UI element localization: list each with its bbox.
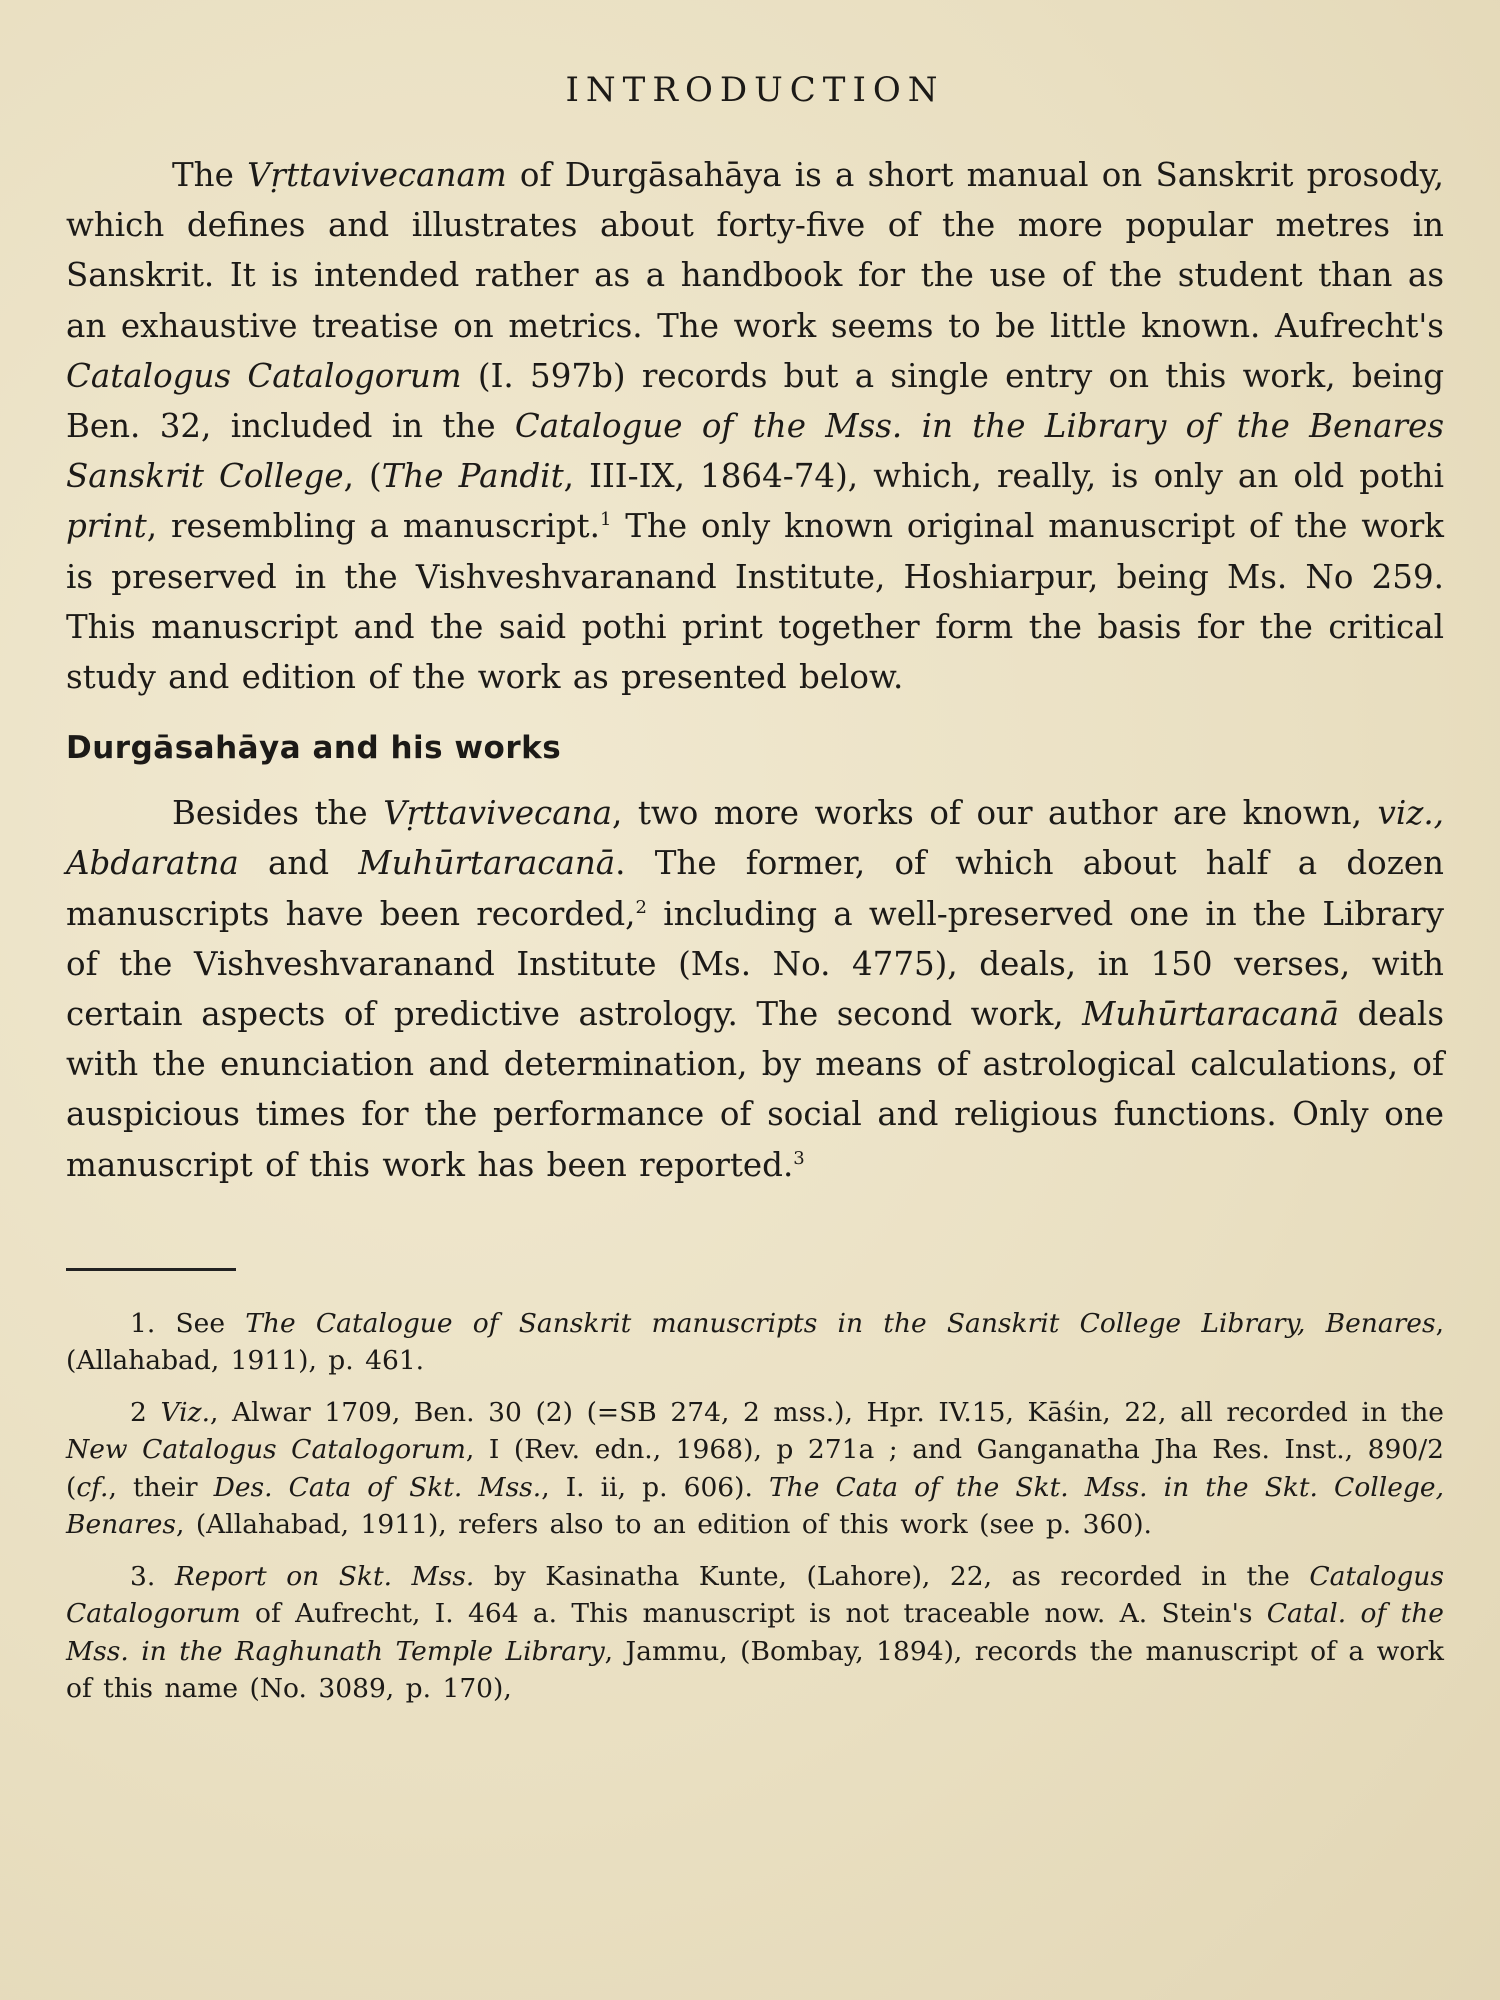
footnote-2 <box>66 1394 1444 1544</box>
text-run: , Alwar 1709, Ben. 30 (2) (=SB 274, 2 mss.), Hpr. IV.15, Kāśin, 22, all recorded in the <box>210 1396 1444 1428</box>
footnote-1 <box>66 1305 1444 1380</box>
main-text <box>66 150 1444 1190</box>
section-heading: Durgāsahāya and his works <box>66 730 562 767</box>
text-run: 3. <box>130 1560 175 1592</box>
text-run: , III-IX, 1864-74), which, really, is only an old pothi <box>563 457 1445 496</box>
italic-run: The Catalogue of Sanskrit manuscripts in the Sanskrit College Library, Benares <box>245 1307 1436 1339</box>
italic-run: cf. <box>76 1471 109 1503</box>
text-run: of Durgāsahāya is a short manual on Sanskrit prosody, which defines and illustrates about forty-five of the more popular metres in Sanskrit. It is intended rather as a handbook for the use of the student than as an exhaustive treatise on metrics. The work seems to be little known. Aufrecht's <box>66 156 1444 345</box>
text-run: (I. 597b) records but a single entry on this work, being Ben. 32, included in the <box>66 356 1445 446</box>
text-run: The only known original manuscript of the work is preserved in the Vishveshvaranand Institute, Hoshiarpur, being Ms. No 259. This manuscript and the said pothi print together form the basis for the critical study and edition of the work as presented below. <box>66 507 1444 697</box>
italic-run: New Catalogus Catalogorum <box>66 1434 466 1466</box>
text-run: . The former, of which about half a dozen manuscripts have been recorded, <box>66 844 1444 933</box>
italic-run: Vṛttavivecanam <box>247 156 507 194</box>
text-run: including a well-preserved one in the Library of the Vishveshvaranand Institute (Ms. No. 4775), deals, in 150 verses, with certain aspects of predictive astrology. The second work, <box>66 894 1444 1034</box>
text-run: Besides the <box>172 794 384 833</box>
footnote-rule <box>66 1268 236 1271</box>
italic-run: Muhūrtaracanā <box>358 844 616 883</box>
italic-run: Catalogue of the Mss. in the Library of the Benares Sanskrit College <box>66 407 1444 496</box>
text-run: , (Allahabad, 1911), p. 461. <box>66 1307 1445 1377</box>
text-run: The <box>172 156 248 194</box>
paragraph-works <box>66 788 1444 1190</box>
italic-run: The Pandit <box>381 457 564 496</box>
text-run: of Aufrecht, I. 464 a. This manuscript is not traceable now. A. Stein's <box>240 1598 1267 1630</box>
page-title: INTRODUCTION <box>565 70 945 110</box>
italic-run: viz., Abdaratna <box>66 794 1444 883</box>
text-run: , two more works of our author are known, <box>611 794 1378 833</box>
italic-run: Viz. <box>160 1396 211 1428</box>
italic-run: Catalogus Catalogorum <box>66 356 462 395</box>
text-run: , their <box>108 1471 214 1503</box>
footnote-marker: 1 <box>599 509 612 531</box>
text-run: 1. See <box>130 1307 246 1339</box>
text-run: , I (Rev. edn., 1968), p 271a ; and Ganganatha Jha Res. Inst., 890/2 ( <box>66 1434 1444 1503</box>
italic-run: print <box>66 507 147 546</box>
text-run: deals with the enunciation and determination, by means of astrological calculations, of auspicious times for the performance of social and religious functions. Only one manuscript of this work has been reported. <box>66 995 1444 1184</box>
paragraph-intro <box>66 150 1444 702</box>
footnote-3 <box>66 1558 1444 1708</box>
text-run: , Jammu, (Bombay, 1894), records the manuscript of a work of this name (No. 3089, p. 170), <box>66 1635 1444 1705</box>
text-run: and <box>238 844 359 883</box>
footnote-marker: 2 <box>635 896 647 918</box>
italic-run: Des. Cata of Skt. Mss. <box>213 1471 542 1503</box>
italic-run: Catal. of the Mss. in the Raghunath Temple Library <box>66 1598 1444 1667</box>
text-run: , resembling a manuscript. <box>146 507 600 546</box>
italic-run: Vṛttavivecana <box>383 794 612 833</box>
text-run: , (Allahabad, 1911), refers also to an edition of this work (see p. 360). <box>175 1509 1152 1541</box>
footnote-marker: 3 <box>793 1147 805 1169</box>
text-run: 2 <box>130 1396 161 1428</box>
text-run: , I. ii, p. 606). <box>541 1471 769 1503</box>
italic-run: Muhūrtaracanā <box>1082 995 1339 1034</box>
text-run: , ( <box>343 457 382 496</box>
italic-run: Catalogus Catalogorum <box>66 1560 1444 1630</box>
italic-run: Report on Skt. Mss. <box>174 1560 475 1592</box>
footnotes <box>66 1305 1444 1708</box>
text-run: by Kasinatha Kunte, (Lahore), 22, as recorded in the <box>474 1560 1310 1592</box>
italic-run: The Cata of the Skt. Mss. in the Skt. College, Benares <box>66 1471 1444 1541</box>
